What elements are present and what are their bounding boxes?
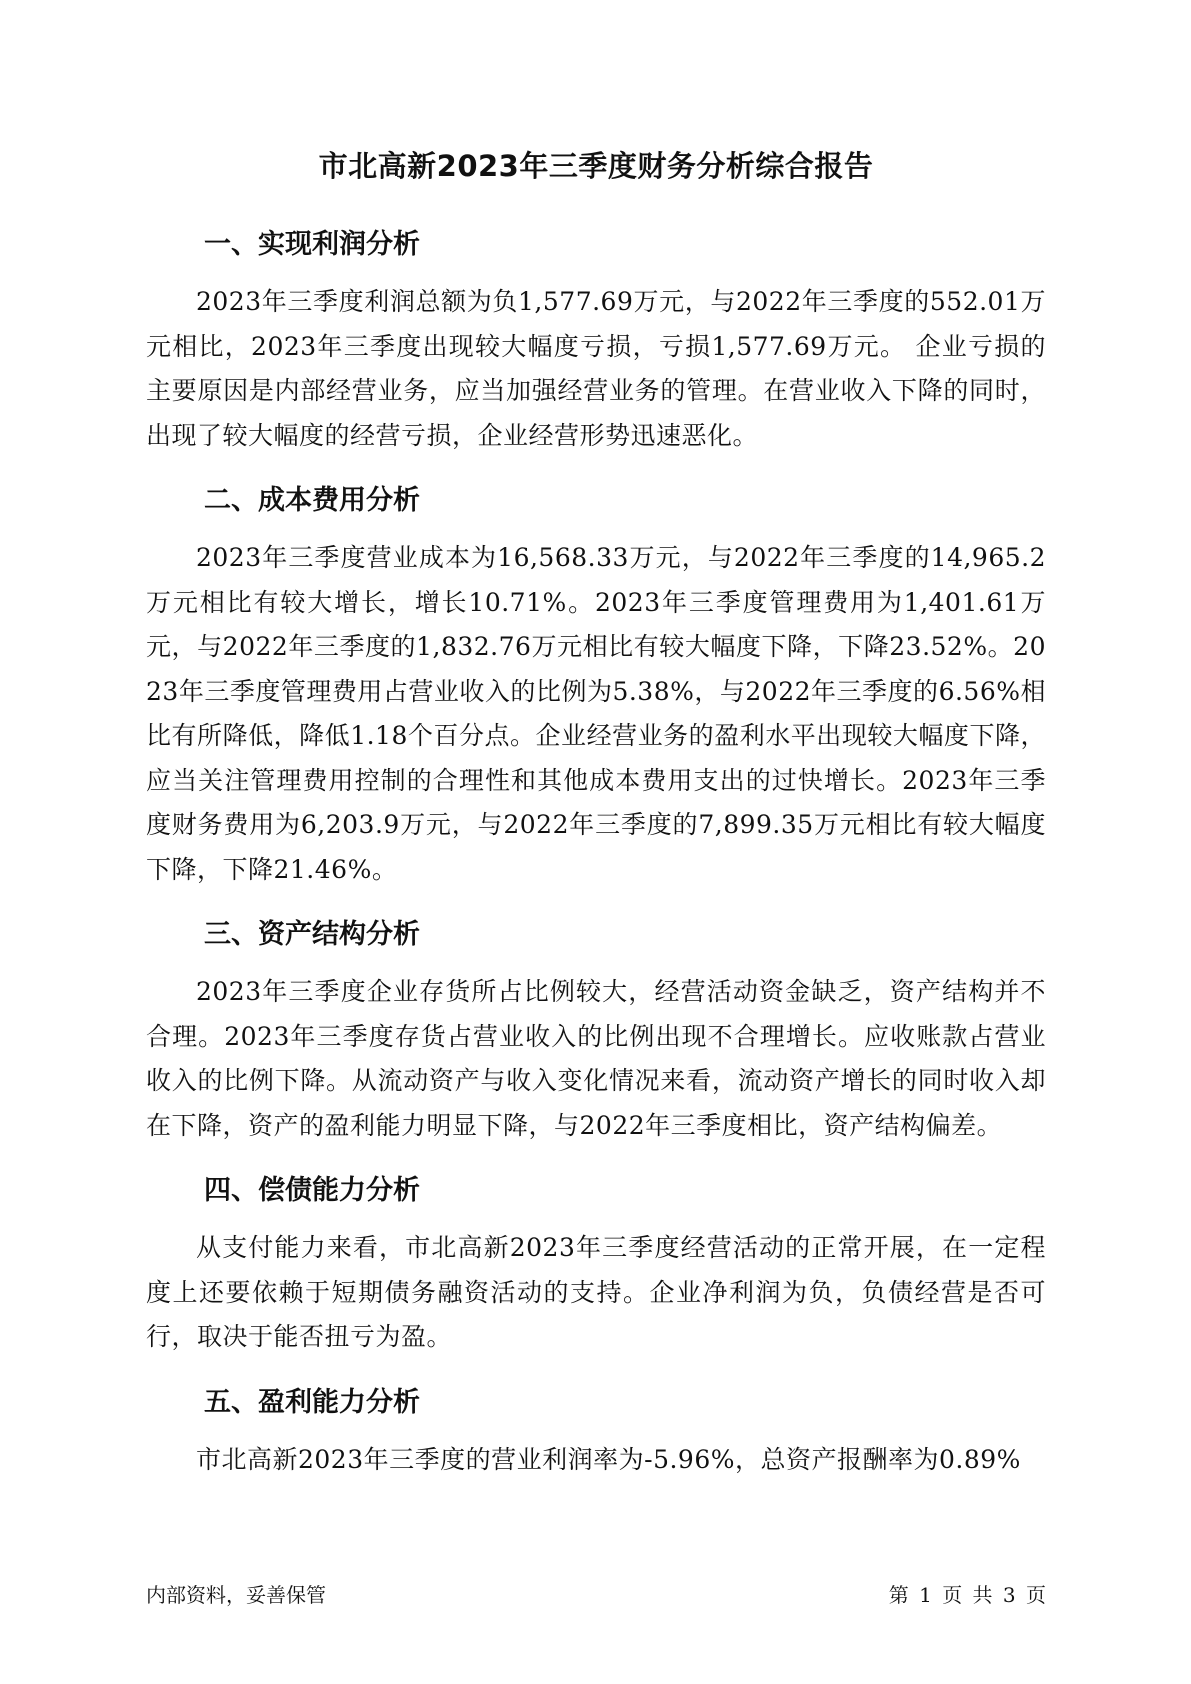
section-paragraph: 市北高新2023年三季度的营业利润率为-5.96%，总资产报酬率为0.89% xyxy=(196,1444,1021,1474)
confidential-note: 内部资料，妥善保管 xyxy=(146,1583,326,1607)
section-paragraph: 2023年三季度利润总额为负1,577.69万元，与2022年三季度的552.01万元相比，2023年三季度出现较大幅度亏损，亏损1,577.69万元。 企业亏损的主要原因是内部经营业务，应当加强经营业务的管理。在营业收入下降的同时，出现了较大幅度的经营亏损，企业经营形势迅速恶化。 xyxy=(146,287,1046,450)
section-solvency xyxy=(146,1166,1046,1360)
section-paragraph: 2023年三季度营业成本为16,568.33万元，与2022年三季度的14,965.2万元相比有较大增长，增长10.71%。2023年三季度管理费用为1,401.61万元，与2022年三季度的1,832.76万元相比有较大幅度下降，下降23.52%。2023年三季度管理费用占营业收入的比例为5.38%，与2022年三季度的6.56%相比有所降低，降低1.18个百分点。企业经营业务的盈利水平出现较大幅度下降，应当关注管理费用控制的合理性和其他成本费用支出的过快增长。2023年三季度财务费用为6,203.9万元，与2022年三季度的7,899.35万元相比有较大幅度下降，下降21.46%。 xyxy=(146,543,1046,884)
section-paragraph: 从支付能力来看，市北高新2023年三季度经营活动的正常开展，在一定程度上还要依赖于短期债务融资活动的支持。企业净利润为负，负债经营是否可行，取决于能否扭亏为盈。 xyxy=(146,1233,1046,1351)
section-profit-analysis xyxy=(146,220,1046,458)
section-profitability xyxy=(146,1378,1046,1483)
section-heading: 四、偿债能力分析 xyxy=(204,1175,420,1206)
document-title: 市北高新2023年三季度财务分析综合报告 xyxy=(318,149,874,183)
section-heading: 五、盈利能力分析 xyxy=(204,1386,420,1418)
section-asset-structure xyxy=(146,910,1046,1148)
page-number: 第 1 页 共 3 页 xyxy=(888,1583,1046,1607)
section-heading: 三、资产结构分析 xyxy=(204,919,420,950)
section-paragraph: 2023年三季度企业存货所占比例较大，经营活动资金缺乏，资产结构并不合理。2023年三季度存货占营业收入的比例出现不合理增长。应收账款占营业收入的比例下降。从流动资产与收入变化情况来看，流动资产增长的同时收入却在下降，资产的盈利能力明显下降，与2022年三季度相比，资产结构偏差。 xyxy=(146,977,1046,1140)
section-heading: 二、成本费用分析 xyxy=(204,485,420,516)
document-body xyxy=(146,140,1046,1482)
section-cost-analysis xyxy=(146,476,1046,892)
section-heading: 一、实现利润分析 xyxy=(204,229,420,260)
